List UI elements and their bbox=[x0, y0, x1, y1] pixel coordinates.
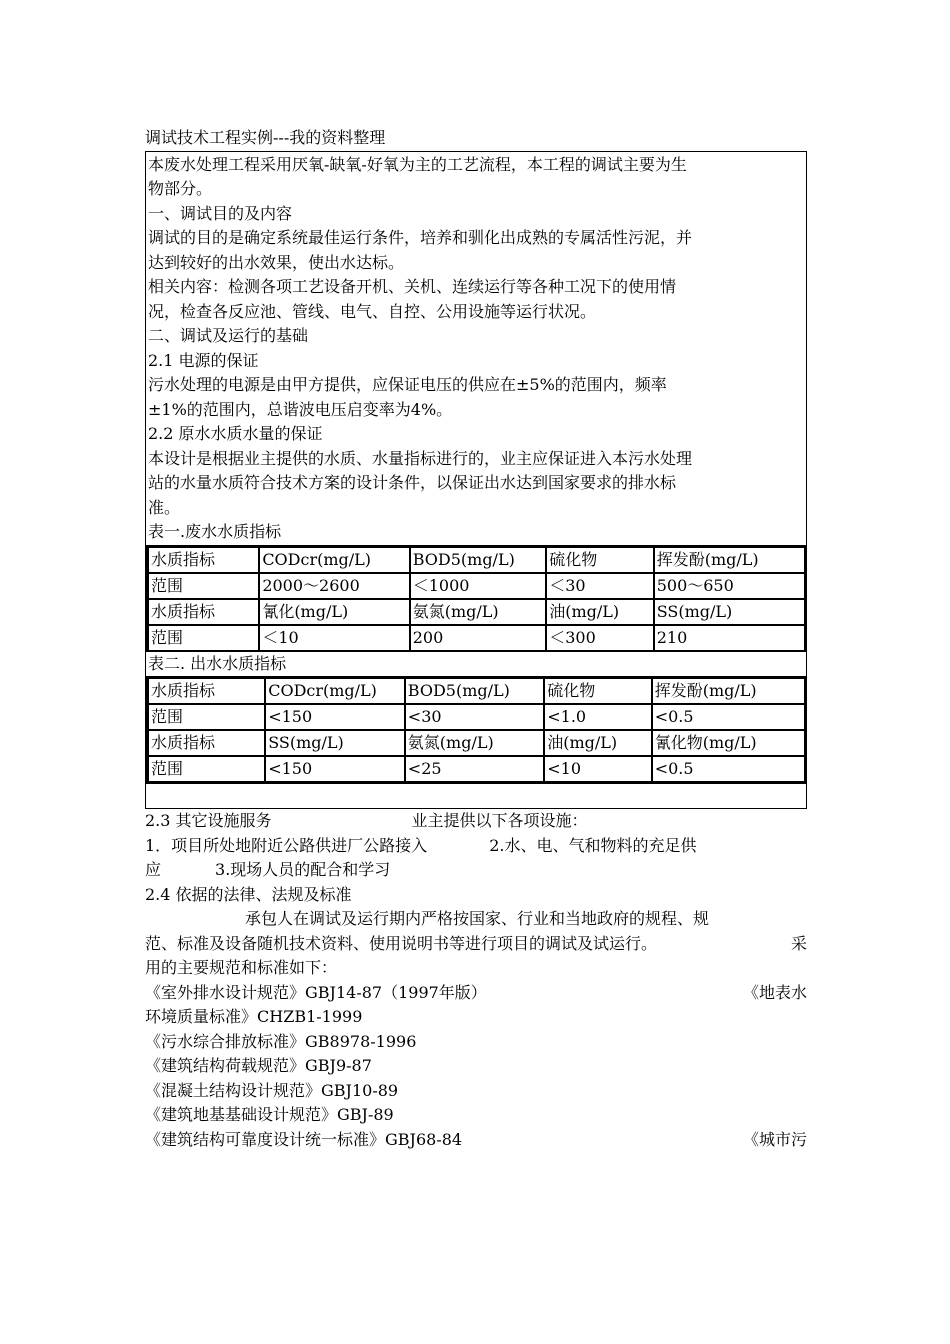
table-cell: 挥发酚(mg/L) bbox=[652, 678, 805, 704]
table-cell: 硫化物 bbox=[544, 678, 651, 704]
facility-item-3: 3.现场人员的配合和学习 bbox=[215, 860, 391, 879]
table-2 bbox=[146, 676, 806, 783]
table-cell: 硫化物 bbox=[546, 547, 653, 573]
standard-item: 《地表水 bbox=[742, 982, 807, 1002]
standard-line-1 bbox=[145, 981, 807, 1006]
table-cell: <150 bbox=[265, 756, 405, 782]
table-row bbox=[148, 756, 805, 782]
table-row bbox=[148, 547, 805, 573]
table-cell: 氨氮(mg/L) bbox=[410, 599, 547, 625]
facility-item-2-continued: 应 bbox=[145, 860, 162, 879]
section-2-heading: 二、调试及运行的基础 bbox=[148, 326, 309, 345]
table-row bbox=[148, 599, 805, 625]
section-1-paragraph-2-line-2: 况，检查各反应池、管线、电气、自控、公用设施等运行状况。 bbox=[148, 301, 597, 321]
table-cell: 挥发酚(mg/L) bbox=[654, 547, 805, 573]
table-cell: <25 bbox=[405, 756, 544, 782]
section-2-4-line-2 bbox=[145, 932, 807, 957]
table-cell: 油(mg/L) bbox=[544, 730, 651, 756]
intro-line-2: 物部分。 bbox=[148, 179, 213, 198]
table-cell: BOD5(mg/L) bbox=[405, 678, 544, 704]
document-body bbox=[145, 126, 807, 1152]
table-cell: ＜300 bbox=[546, 625, 653, 651]
section-2-4-line-1: 承包人在调试及运行期内严格按国家、行业和当地政府的规程、规 bbox=[245, 909, 710, 928]
facility-item-1: 1．项目所处地附近公路供进厂公路接入 bbox=[145, 835, 428, 855]
table-cell: 500～650 bbox=[654, 573, 805, 599]
section-1-paragraph-2-line-1: 相关内容：检测各项工艺设备开机、关机、连续运行等各种工况下的使用情 bbox=[148, 277, 677, 296]
section-2-3-items-line-1 bbox=[145, 834, 807, 859]
table-cell: 200 bbox=[410, 625, 547, 651]
table-cell: 氨氮(mg/L) bbox=[405, 730, 544, 756]
table-2-caption: 表二. 出水水质指标 bbox=[148, 653, 287, 673]
facility-item-2: 2.水、电、气和物料的充足供 bbox=[489, 835, 697, 855]
standard-line-6: 《建筑地基基础设计规范》GBJ-89 bbox=[145, 1105, 394, 1124]
table-cell: 2000～2600 bbox=[259, 573, 409, 599]
table-cell: <10 bbox=[544, 756, 651, 782]
table-cell: SS(mg/L) bbox=[654, 599, 805, 625]
section-2-4-line-3: 用的主要规范和标准如下： bbox=[145, 958, 338, 977]
section-2-1-line-1: 污水处理的电源是由甲方提供，应保证电压的供应在±5%的范围内，频率 bbox=[148, 375, 667, 394]
section-2-2-line-3: 准。 bbox=[148, 497, 181, 517]
section-2-3-line bbox=[145, 809, 807, 834]
table-cell: 范围 bbox=[148, 704, 265, 730]
table-cell: 水质指标 bbox=[148, 678, 265, 704]
table-cell: <150 bbox=[265, 704, 405, 730]
section-2-1-heading: 2.1 电源的保证 bbox=[148, 350, 259, 370]
table-cell: 范围 bbox=[148, 573, 259, 599]
section-2-3-lead: 业主提供以下各项设施： bbox=[411, 811, 588, 830]
frame-empty-row bbox=[146, 783, 806, 808]
table-cell: 水质指标 bbox=[148, 599, 259, 625]
section-2-2-line-1: 本设计是根据业主提供的水质、水量指标进行的，业主应保证进入本污水处理 bbox=[148, 448, 693, 468]
table-cell: <0.5 bbox=[652, 704, 805, 730]
table-row bbox=[148, 730, 805, 756]
section-2-1-line-2: ±1%的范围内，总谐波电压启变率为4%。 bbox=[148, 399, 453, 419]
standard-line-3: 《污水综合排放标准》GB8978-1996 bbox=[145, 1031, 417, 1051]
table-row bbox=[148, 573, 805, 599]
table-cell: 范围 bbox=[148, 625, 259, 651]
standard-item: 《城市污 bbox=[742, 1129, 807, 1149]
standard-line-7 bbox=[145, 1128, 807, 1153]
table-1 bbox=[146, 545, 806, 652]
section-2-4-heading: 2.4 依据的法律、法规及标准 bbox=[145, 884, 352, 904]
table-cell: BOD5(mg/L) bbox=[410, 547, 547, 573]
table-row bbox=[148, 704, 805, 730]
standard-item: 《室外排水设计规范》GBJ14-87（1997年版） bbox=[145, 982, 487, 1002]
table-1-caption: 表一.废水水质指标 bbox=[148, 522, 282, 541]
table-cell: <1.0 bbox=[544, 704, 651, 730]
table-cell: ＜10 bbox=[259, 625, 409, 651]
section-2-3-items-line-2 bbox=[145, 858, 807, 883]
section-1-heading: 一、调试目的及内容 bbox=[148, 203, 293, 223]
table-cell: 范围 bbox=[148, 756, 265, 782]
table-cell: <30 bbox=[405, 704, 544, 730]
table-cell: CODcr(mg/L) bbox=[259, 547, 409, 573]
content-frame bbox=[145, 151, 807, 810]
standard-item: 《建筑结构可靠度设计统一标准》GBJ68-84 bbox=[145, 1129, 463, 1149]
table-cell: SS(mg/L) bbox=[265, 730, 405, 756]
table-cell: ＜30 bbox=[546, 573, 653, 599]
table-cell: 水质指标 bbox=[148, 730, 265, 756]
section-2-2-heading: 2.2 原水水质水量的保证 bbox=[148, 424, 323, 443]
table-cell: ＜1000 bbox=[410, 573, 547, 599]
section-2-4-text-end: 采 bbox=[790, 933, 807, 953]
table-cell: CODcr(mg/L) bbox=[265, 678, 405, 704]
standard-line-2: 环境质量标准》CHZB1-1999 bbox=[145, 1007, 363, 1026]
table-cell: <0.5 bbox=[652, 756, 805, 782]
table-cell: 水质指标 bbox=[148, 547, 259, 573]
intro-line-1: 本废水处理工程采用厌氧-缺氧-好氧为主的工艺流程，本工程的调试主要为生 bbox=[148, 154, 687, 174]
section-1-paragraph-1-line-2: 达到较好的出水效果，使出水达标。 bbox=[148, 252, 405, 272]
section-2-4-text: 范、标准及设备随机技术资料、使用说明书等进行项目的调试及试运行。 bbox=[145, 933, 658, 953]
section-1-paragraph-1-line-1: 调试的目的是确定系统最佳运行条件，培养和驯化出成熟的专属活性污泥，并 bbox=[148, 228, 693, 247]
table-cell: 氰化(mg/L) bbox=[259, 599, 409, 625]
table-row bbox=[148, 678, 805, 704]
table-cell: 油(mg/L) bbox=[546, 599, 653, 625]
standard-line-5: 《混凝土结构设计规范》GBJ10-89 bbox=[145, 1080, 399, 1100]
standard-line-4: 《建筑结构荷载规范》GBJ9-87 bbox=[145, 1056, 372, 1075]
table-cell: 氰化物(mg/L) bbox=[652, 730, 805, 756]
section-2-2-line-2: 站的水量水质符合技术方案的设计条件，以保证出水达到国家要求的排水标 bbox=[148, 473, 677, 492]
table-row bbox=[148, 625, 805, 651]
table-cell: 210 bbox=[654, 625, 805, 651]
section-2-3-heading: 2.3 其它设施服务 bbox=[145, 811, 272, 830]
document-title: 调试技术工程实例---我的资料整理 bbox=[145, 128, 386, 147]
